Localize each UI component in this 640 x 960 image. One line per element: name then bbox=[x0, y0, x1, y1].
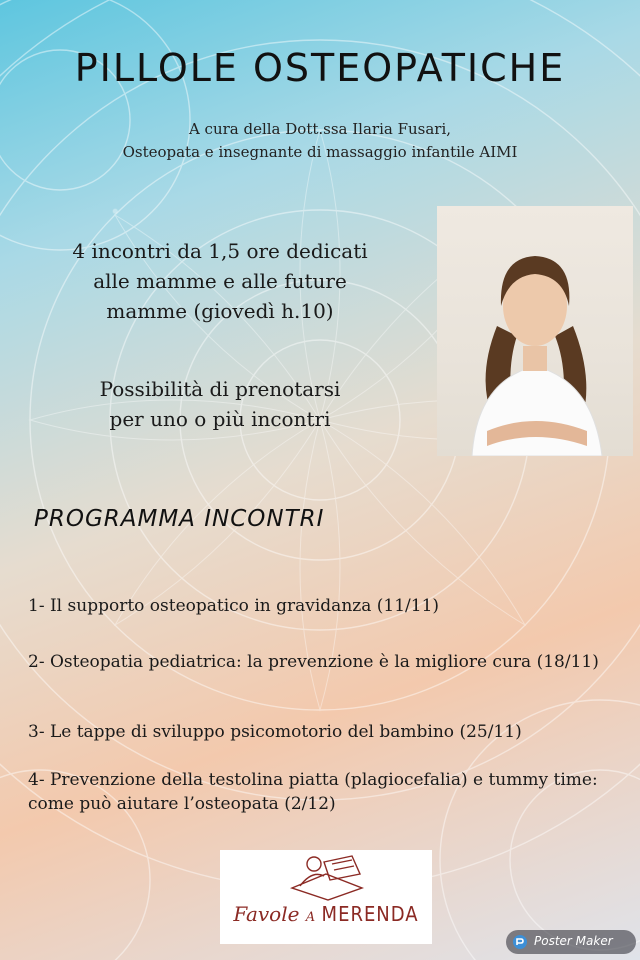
program-item: 1- Il supporto osteopatico in gravidanza (11/11) bbox=[28, 596, 440, 616]
portrait-photo bbox=[437, 206, 633, 456]
meetings-info-line1: 4 incontri da 1,5 ore dedicati bbox=[72, 239, 368, 263]
program-item: 2- Osteopatia pediatrica: la prevenzione è la migliore cura (18/11) bbox=[28, 652, 599, 672]
poster-title: PILLOLE OSTEOPATICHE bbox=[74, 46, 566, 90]
poster-maker-icon bbox=[512, 934, 528, 950]
author-credit-line1: A cura della Dott.ssa Ilaria Fusari, bbox=[188, 120, 452, 138]
meetings-info bbox=[10, 236, 430, 326]
logo-word-merenda: MERENDA bbox=[321, 902, 419, 926]
watermark-text: Poster Maker bbox=[534, 934, 613, 948]
meetings-info-line3: mamme (giovedì h.10) bbox=[106, 299, 334, 323]
poster-maker-watermark bbox=[506, 930, 636, 954]
program-item: 3- Le tappe di sviluppo psicomotorio del bambino (25/11) bbox=[28, 722, 522, 742]
program-title: PROGRAMMA INCONTRI bbox=[34, 506, 325, 532]
author-credit bbox=[0, 118, 640, 164]
logo-word-a: A bbox=[305, 910, 316, 925]
favole-a-merenda-logo bbox=[220, 850, 432, 944]
author-credit-line2: Osteopata e insegnante di massaggio infantile AIMI bbox=[122, 143, 518, 161]
booking-info-line1: Possibilità di prenotarsi bbox=[99, 377, 341, 401]
program-item: 4- Prevenzione della testolina piatta (plagiocefalia) e tummy time: come può aiutare l’osteopata (2/12) bbox=[28, 770, 598, 814]
logo-text bbox=[220, 902, 432, 926]
logo-word-favole: Favole bbox=[233, 902, 300, 926]
booking-info-line2: per uno o più incontri bbox=[109, 407, 331, 431]
booking-info bbox=[10, 374, 430, 434]
book-illustration-icon bbox=[220, 850, 432, 904]
meetings-info-line2: alle mamme e alle future bbox=[93, 269, 347, 293]
portrait-illustration bbox=[437, 206, 633, 456]
